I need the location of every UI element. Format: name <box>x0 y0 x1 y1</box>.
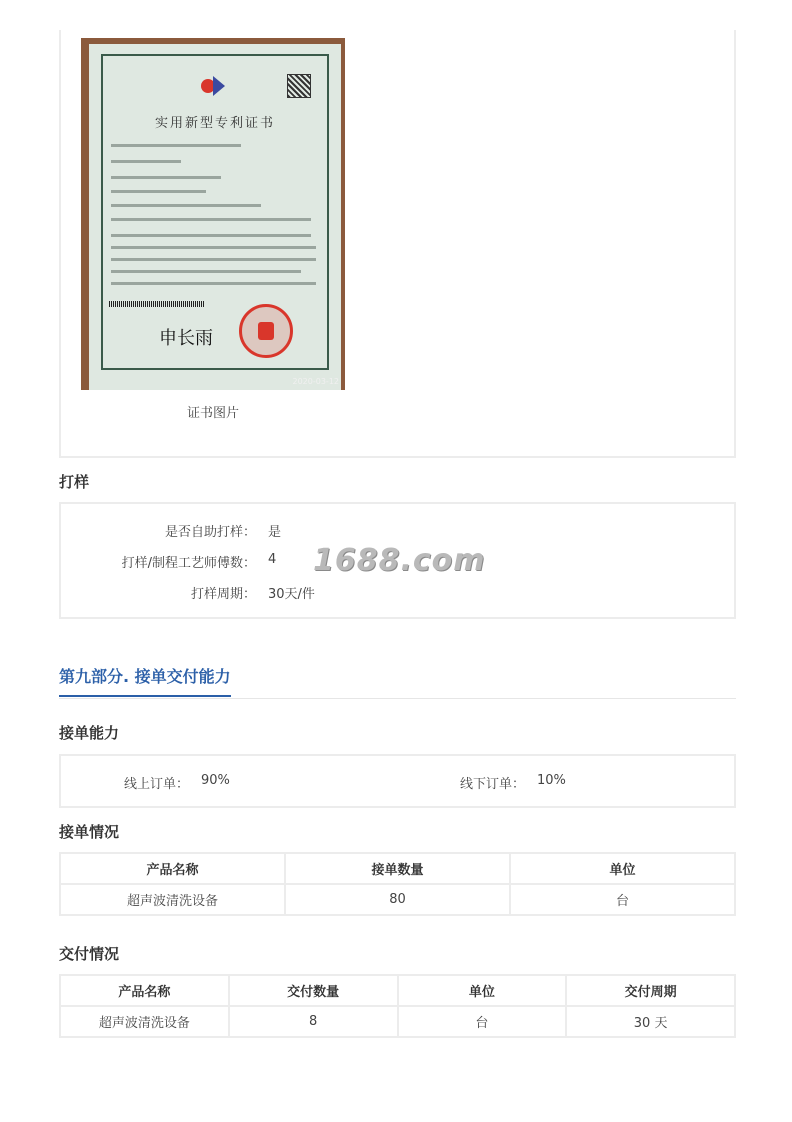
part9-title: 第九部分. 接单交付能力 <box>59 664 231 697</box>
sampling-cycle-value: 30天/件 <box>268 587 315 602</box>
sampling-cycle-label: 打样周期： <box>190 587 256 602</box>
delivery-status-table <box>59 974 736 1038</box>
table-cell: 30 天 <box>566 1006 735 1037</box>
certificate-text-line <box>111 160 181 163</box>
table-cell: 台 <box>510 884 735 915</box>
certificate-text-line <box>111 258 316 261</box>
order-capacity-title: 接单能力 <box>59 724 120 742</box>
table-row <box>60 1006 735 1037</box>
part9-divider <box>59 698 736 699</box>
craftsman-count-label: 打样/制程工艺师傅数： <box>121 556 256 571</box>
certificate-text-line <box>111 234 311 237</box>
certificate-text-line <box>111 190 206 193</box>
column-header: 交付周期 <box>566 975 735 1006</box>
table-cell: 80 <box>285 884 510 915</box>
column-header: 单位 <box>510 853 735 884</box>
self-sampling-value: 是 <box>268 525 282 540</box>
certificate-text-line <box>111 270 301 273</box>
order-status-title: 接单情况 <box>59 823 120 841</box>
official-seal-icon <box>239 304 293 358</box>
delivery-status-title: 交付情况 <box>59 945 120 963</box>
offline-order-label: 线下订单： <box>459 777 525 792</box>
column-header: 接单数量 <box>285 853 510 884</box>
certificate-text-line <box>111 246 316 249</box>
certificate-text-line <box>111 176 221 179</box>
certificate-text-line <box>111 144 241 147</box>
qr-code-icon <box>287 74 311 98</box>
craftsman-count-value: 4 <box>268 552 277 567</box>
column-header: 产品名称 <box>60 853 285 884</box>
certificate-text-line <box>111 204 261 207</box>
certificate-doc-title: 实用新型专利证书 <box>154 116 275 131</box>
table-cell: 超声波清洗设备 <box>60 1006 229 1037</box>
table-cell: 台 <box>398 1006 567 1037</box>
column-header: 交付数量 <box>229 975 398 1006</box>
online-order-label: 线上订单： <box>123 777 189 792</box>
certificate-photo[interactable] <box>81 38 345 390</box>
table-row <box>60 884 735 915</box>
sampling-title: 打样 <box>59 473 90 491</box>
certificate-frame <box>101 54 329 370</box>
barcode-icon <box>109 301 204 307</box>
patent-office-logo-icon <box>199 74 229 98</box>
order-status-table <box>59 852 736 916</box>
site-watermark: 1688.com <box>313 543 486 578</box>
table-cell: 8 <box>229 1006 398 1037</box>
certificate-text-line <box>111 282 316 285</box>
table-cell: 超声波清洗设备 <box>60 884 285 915</box>
photo-date-stamp: 2020-03-12 <box>292 377 339 386</box>
certificate-signature: 申长雨 <box>159 328 213 349</box>
online-order-value: 90% <box>201 773 230 788</box>
self-sampling-label: 是否自助打样： <box>164 525 256 540</box>
certificate-caption: 证书图片 <box>186 406 239 421</box>
column-header: 单位 <box>398 975 567 1006</box>
column-header: 产品名称 <box>60 975 229 1006</box>
table-header-row <box>60 975 735 1006</box>
certificate-text-line <box>111 218 311 221</box>
table-header-row <box>60 853 735 884</box>
offline-order-value: 10% <box>537 773 566 788</box>
certificate-paper <box>89 44 341 390</box>
